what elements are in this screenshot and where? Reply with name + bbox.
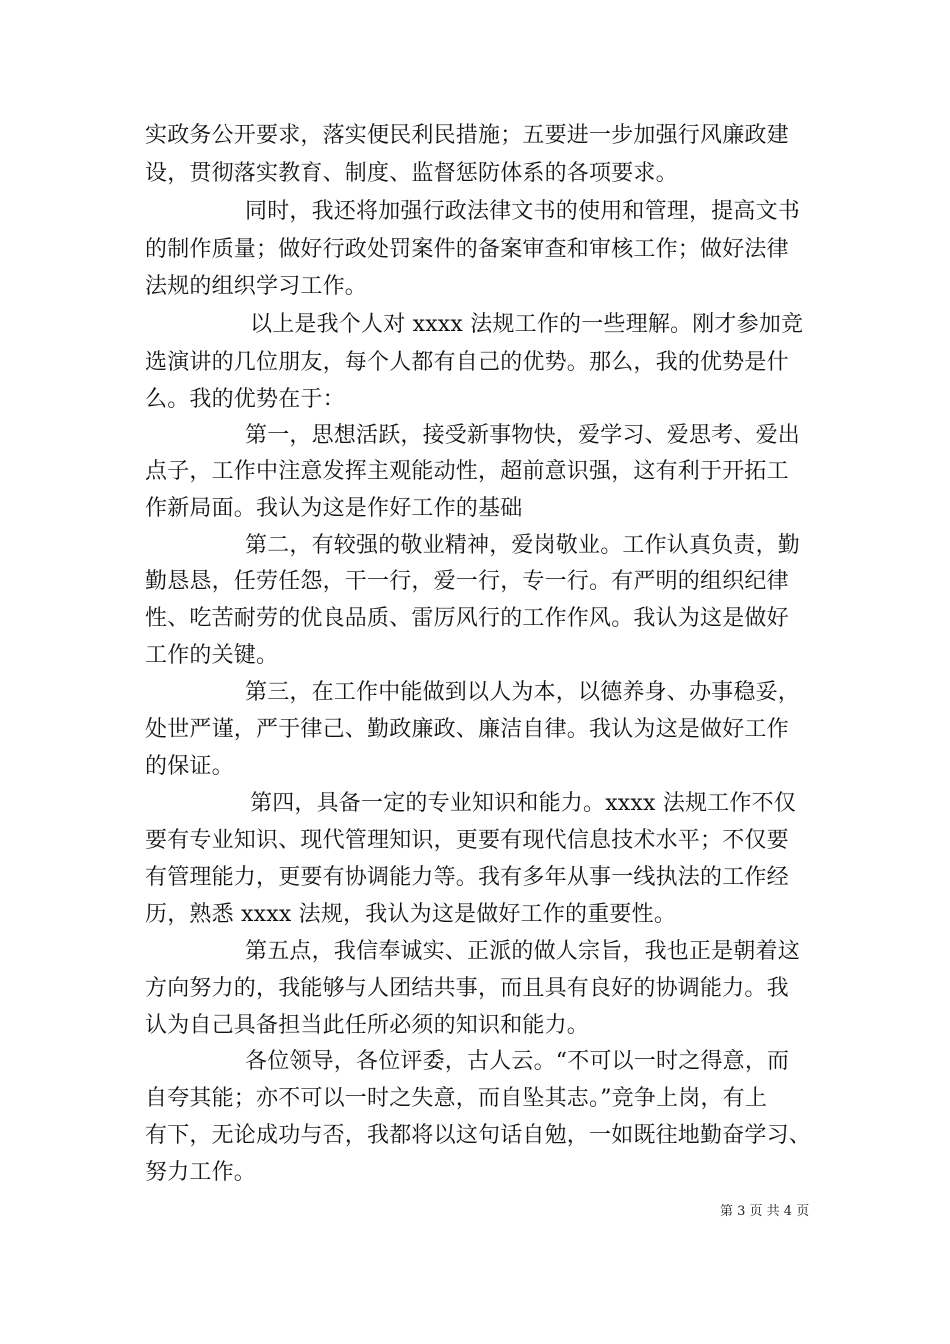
text-line: 点子，工作中注意发挥主观能动性，超前意识强，这有利于开拓工 (145, 459, 789, 484)
text-line: 各位领导，各位评委，古人云。“不可以一时之得意，而 (245, 1049, 790, 1074)
text-line: 第四，具备一定的专业知识和能力。xxxx 法规工作不仅 (250, 791, 797, 816)
text-line: 的保证。 (145, 754, 234, 779)
text-line: 的制作质量；做好行政处罚案件的备案审查和审核工作；做好法律 (145, 237, 789, 262)
text-line: 方向努力的，我能够与人团结共事，而且具有良好的协调能力。我 (145, 976, 789, 1001)
text-line: 第二，有较强的敬业精神，爱岗敬业。工作认真负责，勤 (245, 533, 801, 558)
text-line: 法规的组织学习工作。 (145, 274, 368, 299)
text-line: 第一，思想活跃，接受新事物快，爱学习、爱思考、爱出 (245, 423, 801, 448)
text-line: 历，熟悉 xxxx 法规，我认为这是做好工作的重要性。 (145, 902, 677, 927)
text-line: 自夸其能；亦不可以一时之失意，而自坠其志。”竞争上岗，有上 (145, 1086, 768, 1111)
text-line: 作新局面。我认为这是作好工作的基础 (145, 496, 523, 521)
text-line: 设，贯彻落实教育、制度、监督惩防体系的各项要求。 (145, 161, 678, 186)
text-line: 实政务公开要求，落实便民利民措施；五要进一步加强行风廉政建 (145, 123, 789, 148)
text-line: 有管理能力，更要有协调能力等。我有多年从事一线执法的工作经 (145, 865, 789, 890)
text-line: 性、吃苦耐劳的优良品质、雷厉风行的工作作风。我认为这是做好 (145, 606, 789, 631)
text-line: 要有专业知识、现代管理知识，更要有现代信息技术水平；不仅要 (145, 828, 789, 853)
text-line: 有下，无论成功与否，我都将以这句话自勉，一如既往地勤奋学习、 (145, 1123, 812, 1148)
text-line: 努力工作。 (145, 1160, 257, 1185)
text-line: 第三，在工作中能做到以人为本，以德养身、办事稳妥， (245, 680, 801, 705)
text-line: 第五点，我信奉诚实、正派的做人宗旨，我也正是朝着这 (245, 939, 801, 964)
text-line: 选演讲的几位朋友，每个人都有自己的优势。那么，我的优势是什 (145, 350, 789, 375)
text-line: 么。我的优势在于： (145, 387, 345, 412)
text-line: 以上是我个人对 xxxx 法规工作的一些理解。刚才参加竞 (250, 312, 804, 337)
text-line: 工作的关键。 (145, 643, 279, 668)
text-line: 勤恳恳，任劳任怨，干一行，爱一行，专一行。有严明的组织纪律 (145, 569, 789, 594)
text-line: 认为自己具备担当此任所必须的知识和能力。 (145, 1013, 590, 1038)
page-number-footer: 第 3 页 共 4 页 (720, 1204, 810, 1219)
text-line: 处世严谨，严于律己、勤政廉政、廉洁自律。我认为这是做好工作 (145, 717, 789, 742)
text-line: 同时，我还将加强行政法律文书的使用和管理，提高文书 (245, 199, 801, 224)
